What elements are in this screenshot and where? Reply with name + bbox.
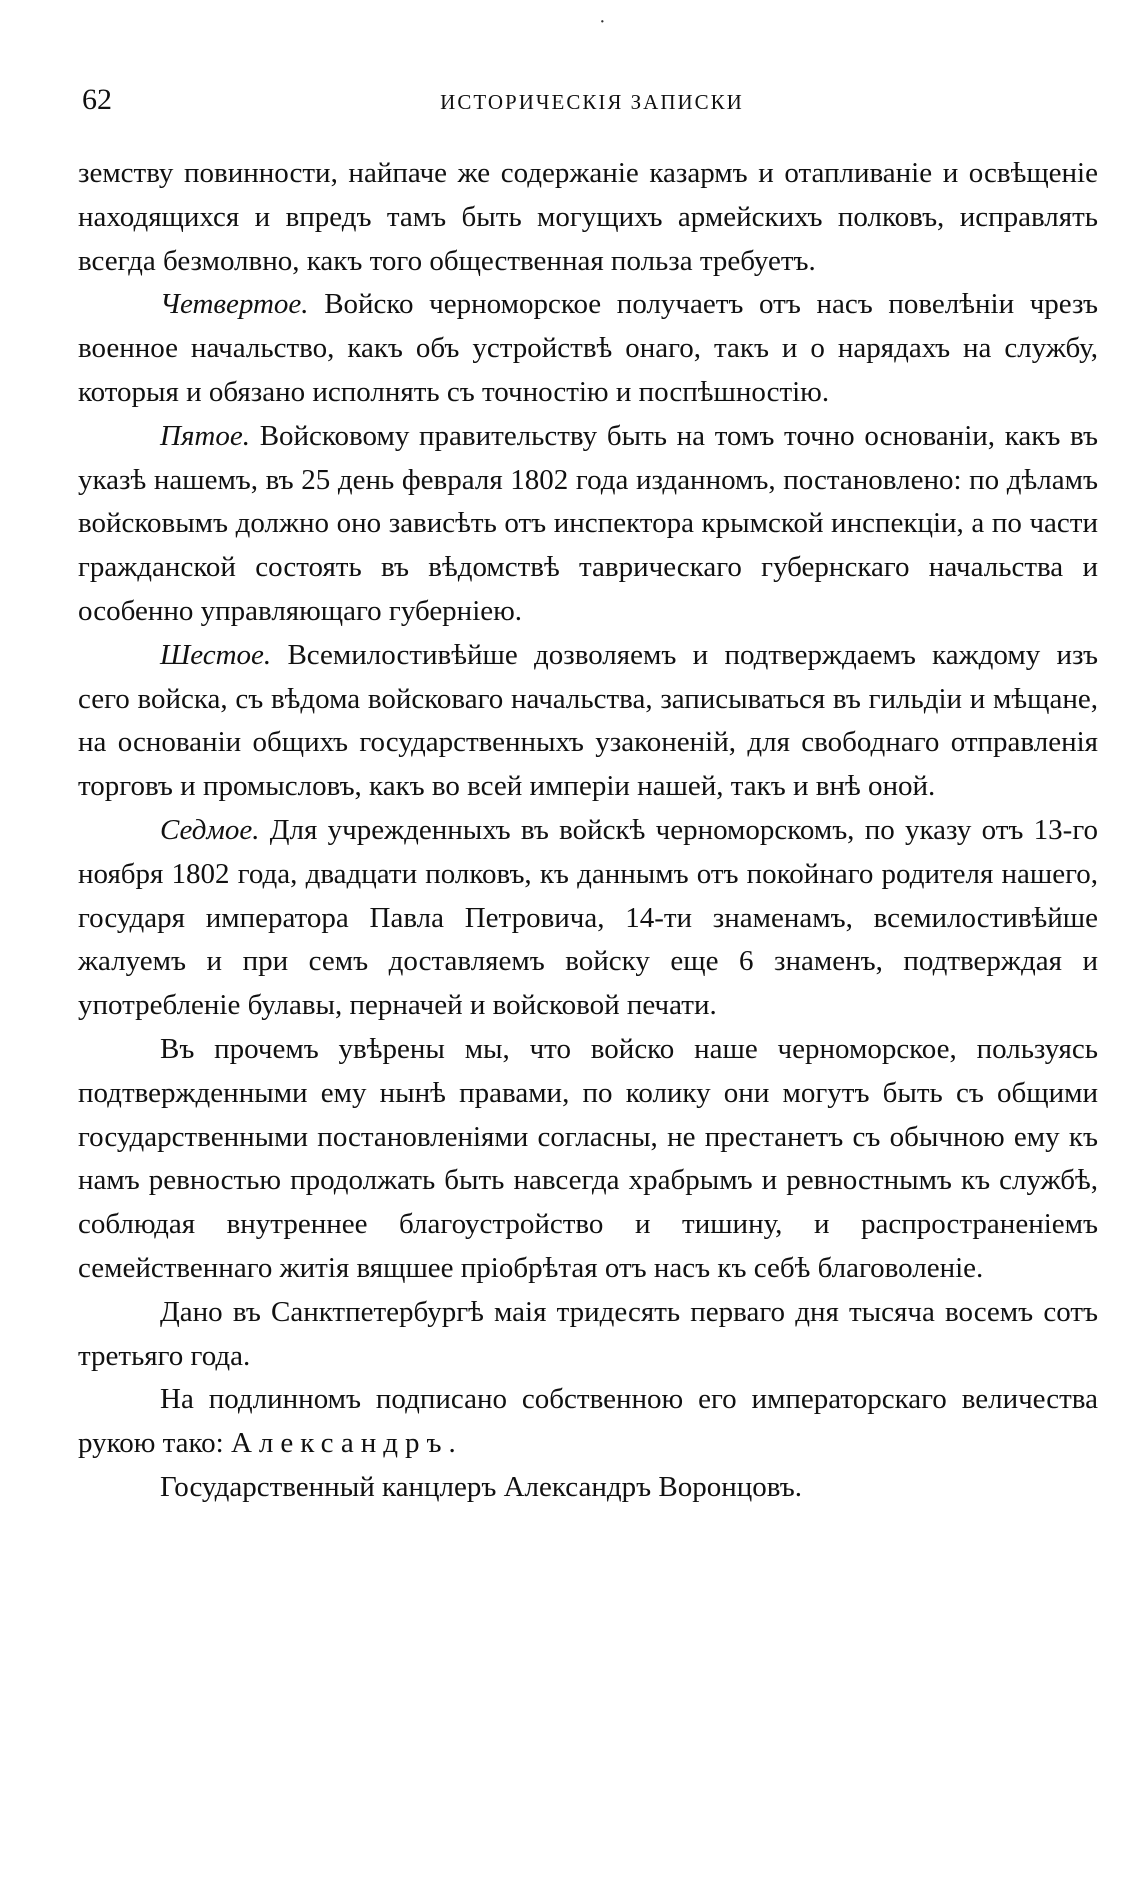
paragraph-text: Войско черноморское получаетъ отъ насъ повелѣніи чрезъ военное начальство, какъ объ устройствѣ онаго, такъ и о нарядахъ на службу, которыя и обязано исполнять съ точностію и поспѣшностію. (78, 288, 1098, 408)
paragraph-text: земству повинности, найпаче же содержаніе казармъ и отапливаніе и освѣщеніе находящихся и впредъ тамъ быть могущихъ армейскихъ полковъ, исправлять всегда безмолвно, какъ того общественная польза требуетъ. (78, 157, 1098, 277)
paragraph-1 (78, 152, 1098, 283)
paragraph-text: Для учрежденныхъ въ войскѣ черноморскомъ, по указу отъ 13-го ноября 1802 года, двадцати полковъ, къ даннымъ отъ покойнаго родителя нашего, государя императора Павла Петровича, 14-ти знаменамъ, всемилостивѣйше жалуемъ и при семъ доставляемъ войску еще 6 знаменъ, подтверждая и употребленіе булавы, перначей и войсковой печати. (78, 813, 1098, 1022)
speck-mark: · (599, 11, 606, 33)
paragraph-text: Дано въ Санктпетербургѣ маія тридесять перваго дня тысяча восемъ сотъ третьяго года. (78, 1295, 1098, 1372)
paragraph-6 (78, 1028, 1098, 1291)
paragraph-text: Въ прочемъ увѣрены мы, что войско наше черноморское, пользуясь подтвержденными ему нынѣ правами, по колику они могутъ быть съ общими государственными постановленіями согласны, не престанетъ съ обычною ему къ намъ ревностью продолжать быть навсегда храбрымъ и ревностнымъ къ службѣ, соблюдая внутреннее благоустройство и тишину, и распространеніемъ семейственнаго житія вящшее пріобрѣтая отъ насъ къ себѣ благоволеніе. (78, 1032, 1098, 1284)
paragraph-7 (78, 1291, 1098, 1379)
page-header (82, 80, 1102, 124)
running-title: ИСТОРИЧЕСКІЯ ЗАПИСКИ (440, 90, 744, 114)
paragraph-2 (78, 283, 1098, 414)
page-number: 62 (82, 83, 112, 116)
paragraph-4 (78, 634, 1098, 809)
paragraph-text: Войсковому правительству быть на томъ точно основаніи, какъ въ указѣ нашемъ, въ 25 день февраля 1802 года изданномъ, постановлено: по дѣламъ войсковымъ должно оно зависѣть отъ инспектора крымской инспекціи, а по части гражданской состоять въ вѣдомствѣ таврическаго губернскаго начальства и особенно управляющаго губерніею. (78, 419, 1098, 627)
paragraph-9 (78, 1466, 1098, 1510)
paragraph-label: Четвертое. (160, 288, 309, 321)
paragraph-text: На подлинномъ подписано собственною его императорскаго величества рукою тако: (78, 1383, 1098, 1460)
paragraph-8 (78, 1378, 1098, 1466)
paragraph-label: Седмое. (160, 813, 260, 846)
body-text (78, 152, 1098, 1510)
paragraph-text: Всемилостивѣйше дозволяемъ и подтверждаемъ каждому изъ сего войска, съ вѣдома войсковаго начальства, записываться въ гильдіи и мѣщане, на основаніи общихъ государственныхъ узаконеній, для свободнаго отправленія торговъ и промысловъ, какъ во всей имперіи нашей, такъ и внѣ оной. (78, 638, 1098, 803)
signature-name: Александръ. (230, 1427, 463, 1460)
paragraph-label: Шестое. (160, 638, 272, 671)
paragraph-5 (78, 809, 1098, 1028)
paragraph-text: Государственный канцлеръ Александръ Воронцовъ. (160, 1470, 802, 1503)
paragraph-3 (78, 415, 1098, 634)
paragraph-label: Пятое. (160, 419, 250, 452)
